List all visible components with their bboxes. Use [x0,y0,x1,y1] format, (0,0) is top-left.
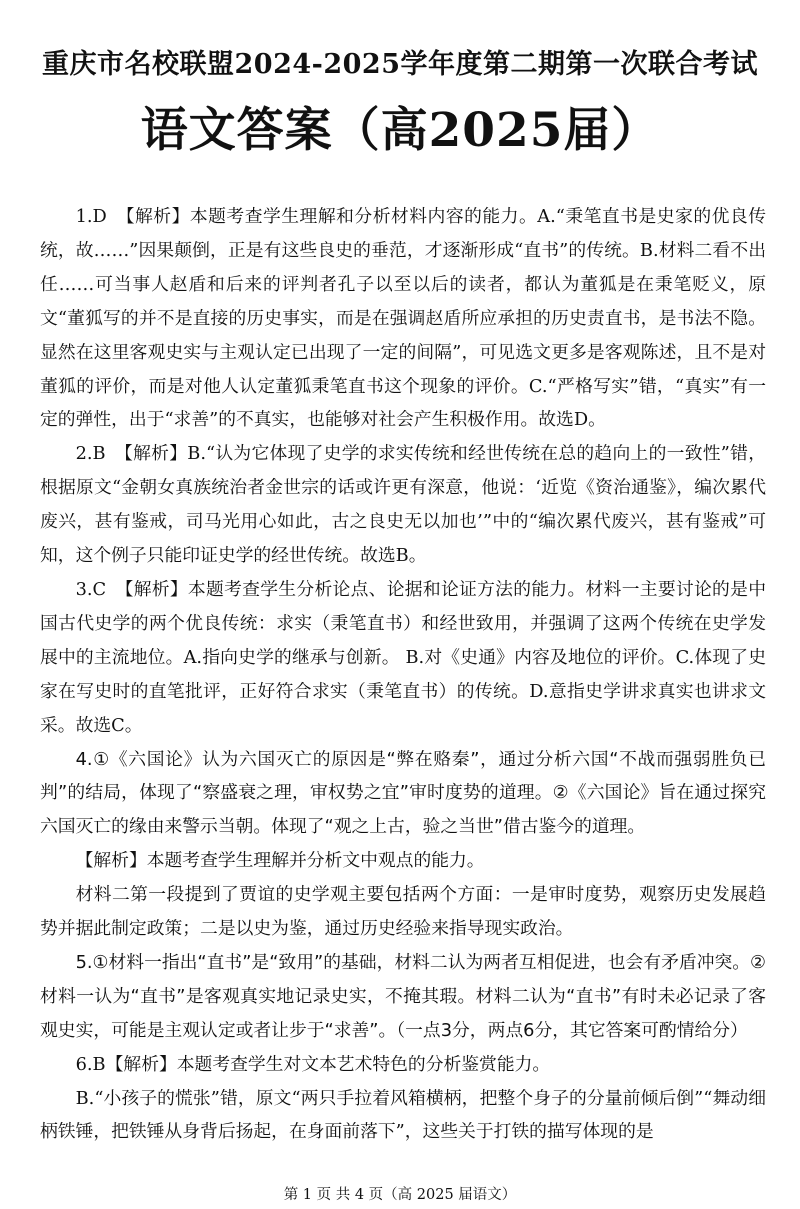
answer-6: 6.B【解析】本题考查学生对文本艺术特色的分析鉴赏能力。 [75,1053,551,1075]
answer-4-analysis: 【解析】本题考查学生理解并分析文中观点的能力。 [75,850,485,872]
answer-1: 1.D 【解析】本题考查学生理解和分析材料内容的能力。A.“秉笔直书是史家的优良传统，故……”因果颠倒，正是有这些良史的垂范，才逐渐形成“直书”的传统。B.材料二看不出任……可当事人赵盾和后来的评判者孔子以至以后的读者，都认为董狐是在秉笔贬义，原文“董狐写的并不是直接的历史事实，而是在强调赵盾所应承担的历史责直书，是书法不隐。显然在这里客观史实与主观认定已出现了一定的间隔”，可见选文更多是客观陈述，且不是对董狐的评价，而是对他人认定董狐秉笔直书这个现象的评价。C.“严格写实”错，“真实”有一定的弹性，出于“求善”的不真实，也能够对社会产生积极作用。故选D。 [40,206,766,431]
answer-3: 3.C 【解析】本题考查学生分析论点、论据和论证方法的能力。材料一主要讨论的是中国古代史学的两个优良传统：求实（秉笔直书）和经世致用，并强调了这两个传统在史学发展中的主流地位。A.指向史学的继承与创新。 B.对《史通》内容及地位的评价。C.体现了史家在写史时的直笔批评，正好符合求实（秉笔直书）的传统。D.意指史学讲求真实也讲求文采。故选C。 [40,578,766,736]
answer-4: 4.①《六国论》认为六国灭亡的原因是“弊在赂秦”，通过分析六国“不战而强弱胜负已判”的结局，体现了“察盛衰之理，审权势之宜”审时度势的道理。②《六国论》旨在通过探究六国灭亡的缘由来警示当朝。体现了“观之上古，验之当世”借古鉴今的道理。 [40,748,766,838]
page-footer: 第 1 页 共 4 页（高 2025 届语文） [283,1187,517,1203]
answer-body [40,200,766,1149]
answer-2: 2.B 【解析】B.“认为它体现了史学的求实传统和经世传统在总的趋向上的一致性”错，根据原文“金朝女真族统治者金世宗的话或许更有深意，他说：‘近览《资治通鉴》，编次累代废兴，甚有鉴戒，司马光用心如此，古之良史无以加也’”中的“编次累代废兴，甚有鉴戒”可知，这个例子只能印证史学的经世传统。故选B。 [40,443,766,567]
answer-title: 语文答案（高2025届） [140,103,660,158]
exam-title: 重庆市名校联盟2024-2025学年度第二期第一次联合考试 [42,49,758,80]
answer-5: 5.①材料一指出“直书”是“致用”的基础，材料二认为两者互相促进，也会有矛盾冲突。②材料一认为“直书”是客观真实地记录史实，不掩其瑕。材料二认为“直书”有时未必记录了客观史实，可能是主观认定或者让步于“求善”。（一点3分，两点6分，其它答案可酌情给分） [40,951,766,1041]
answer-6-option-b: B.“小孩子的慌张”错，原文“两只手拉着风箱横柄，把整个身子的分量前倾后倒”“舞动细柄铁锤，把铁锤从身背后扬起，在身面前落下”，这些关于打铁的描写体现的是 [40,1087,766,1143]
answer-4-explanation: 材料二第一段提到了贾谊的史学观主要包括两个方面：一是审时度势，观察历史发展趋势并据此制定政策；二是以史为鉴，通过历史经验来指导现实政治。 [40,884,766,940]
